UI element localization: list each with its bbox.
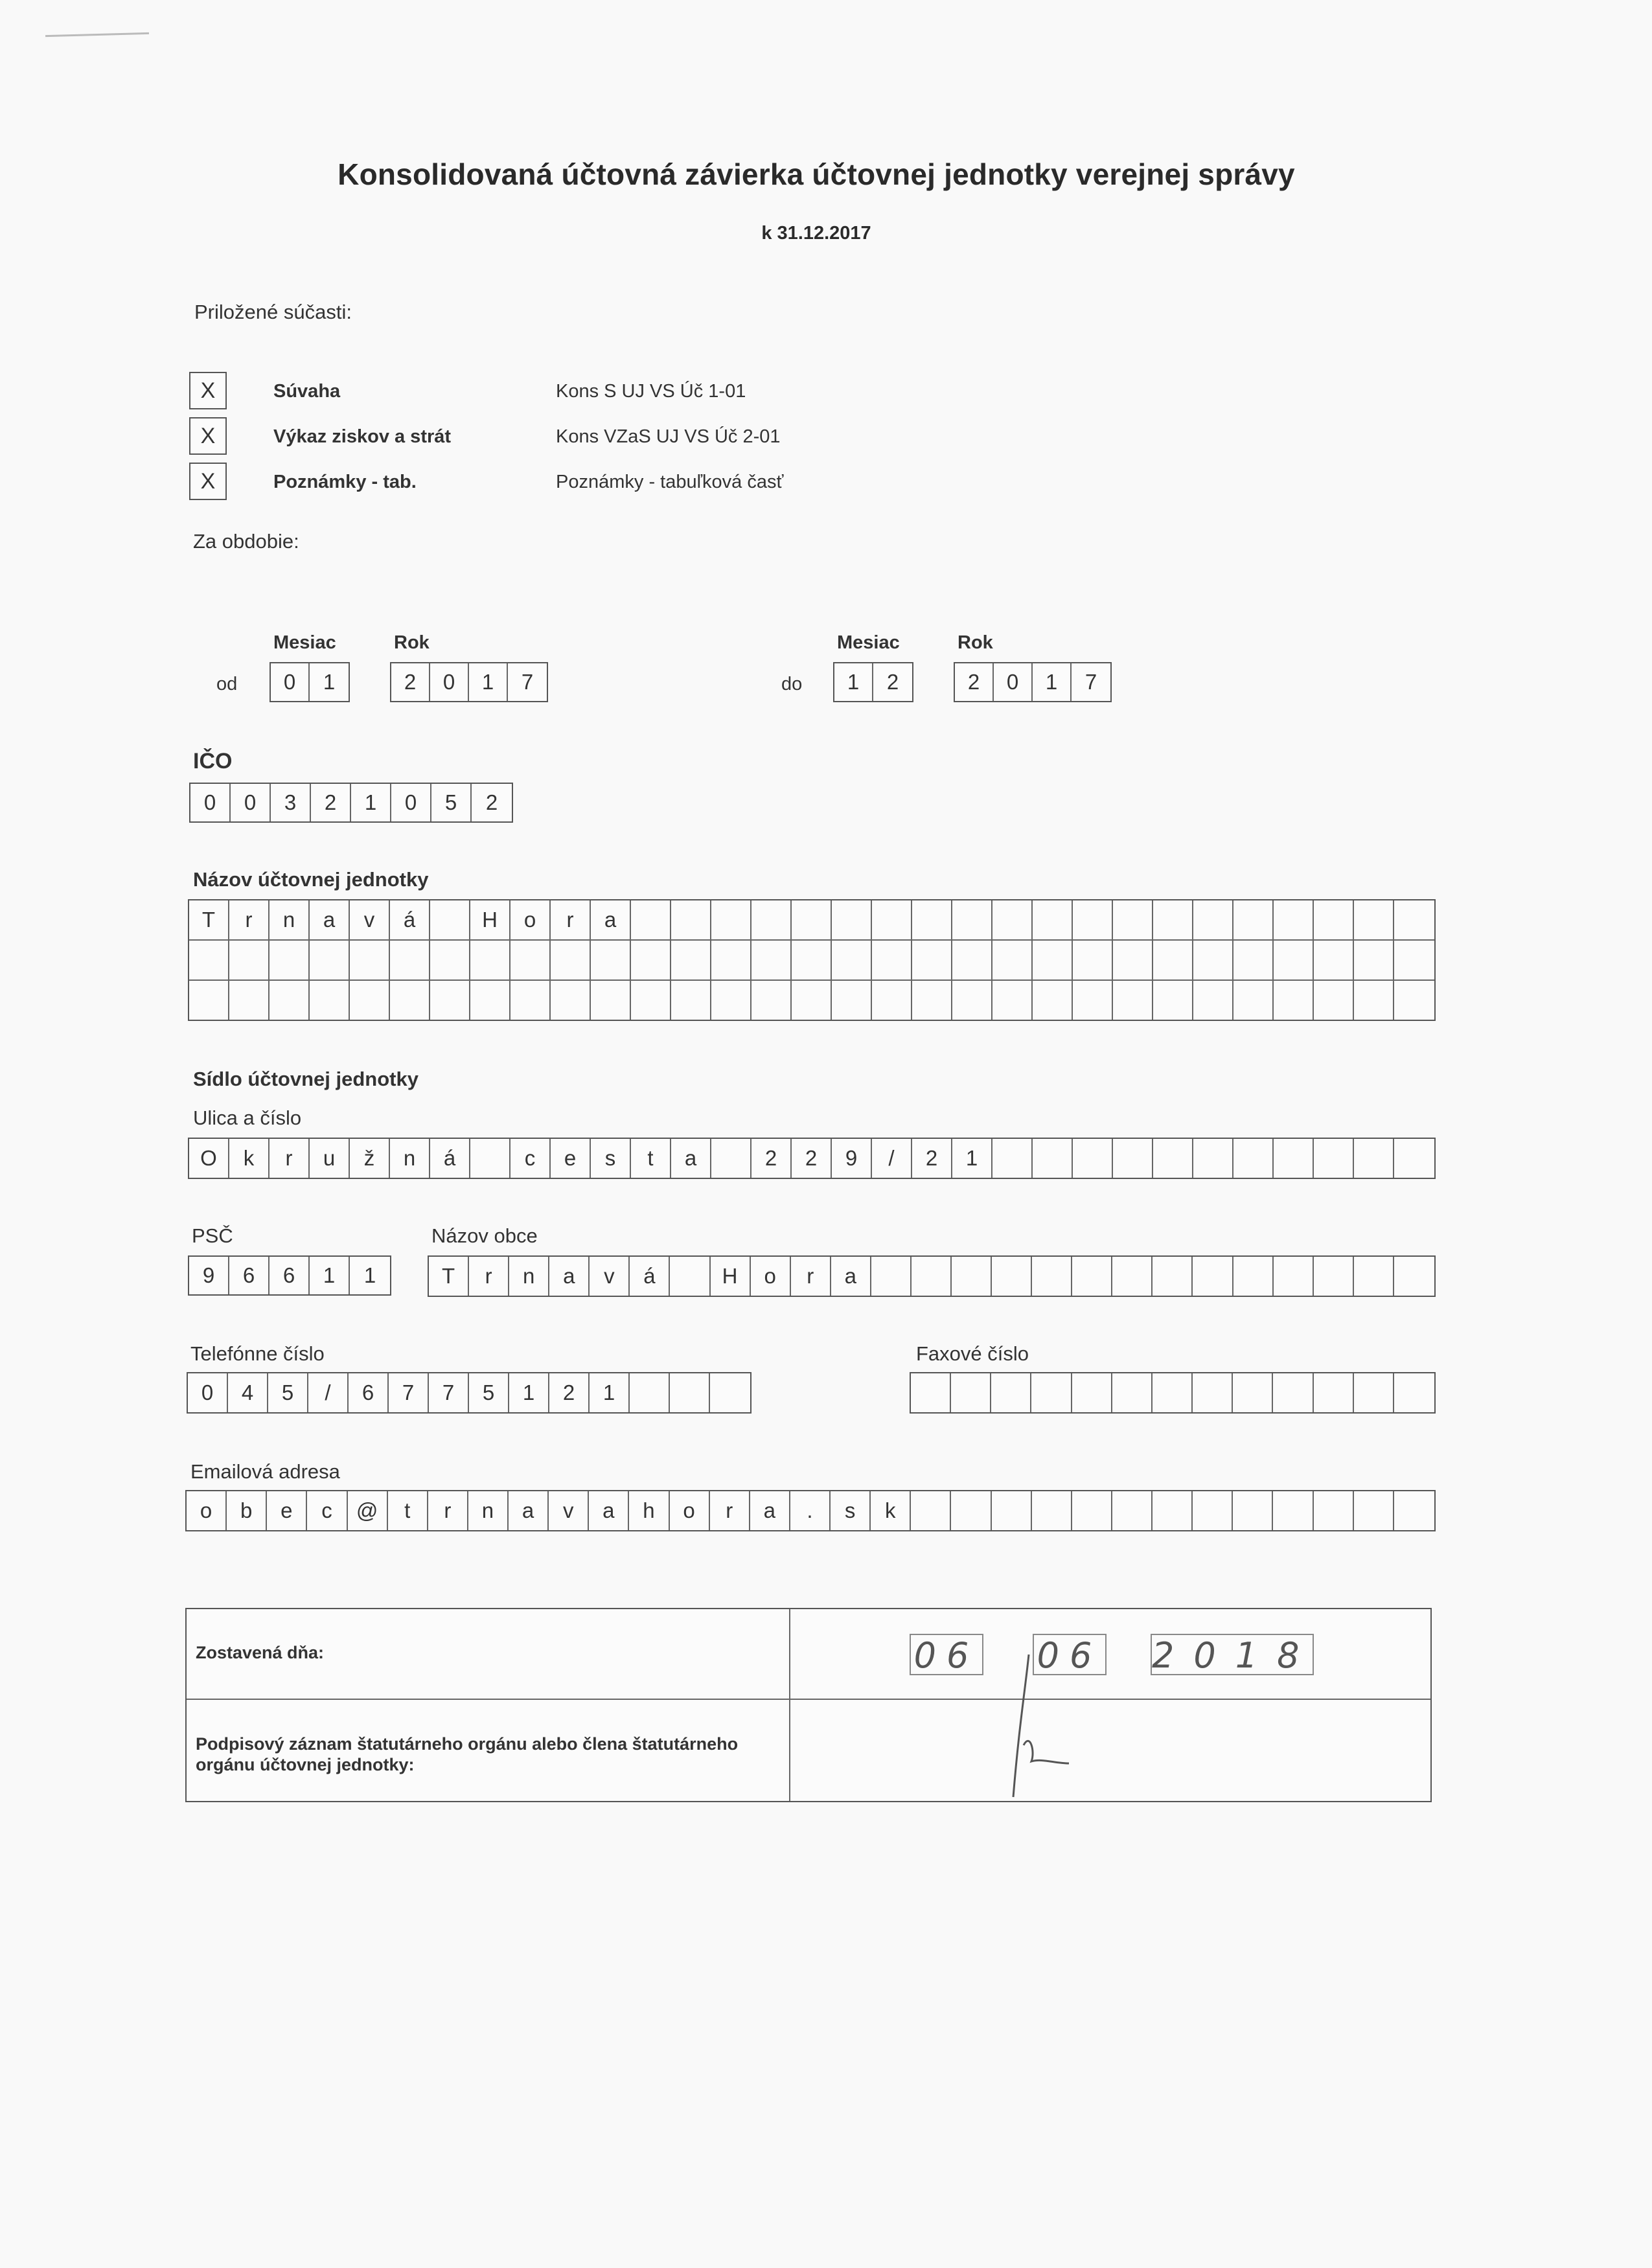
address-heading: Sídlo účtovnej jednotky [193, 1068, 419, 1090]
char-cell [1314, 1373, 1354, 1412]
grid-row [188, 1373, 750, 1412]
char-cell [270, 981, 310, 1020]
handwritten-signature [990, 1648, 1119, 1804]
char-cell: 1 [363, 1263, 376, 1287]
char-cell [992, 1257, 1032, 1296]
char-cell: T [429, 1257, 469, 1296]
char-cell [430, 941, 470, 979]
char-cell [1394, 1373, 1434, 1412]
char-cell [1113, 1139, 1153, 1178]
char-cell [1072, 1257, 1112, 1296]
char-cell: e [551, 1139, 591, 1178]
char-cell [792, 900, 832, 939]
char-cell [951, 1491, 991, 1530]
char-cell [1354, 1257, 1394, 1296]
char-cell [229, 941, 270, 979]
to-month-field[interactable] [833, 662, 913, 702]
char-cell: r [551, 900, 591, 939]
digit-cell: 0 [994, 663, 1033, 701]
ico-label: IČO [193, 749, 233, 773]
char-cell [751, 981, 792, 1020]
divider [789, 1609, 790, 1801]
scan-mark [45, 32, 149, 37]
char-cell [872, 900, 912, 939]
char-cell [711, 900, 751, 939]
char-cell: 7 [429, 1373, 469, 1412]
char-cell [1314, 900, 1354, 939]
char-cell [1073, 1139, 1113, 1178]
char-cell [1113, 900, 1153, 939]
from-month-field[interactable] [270, 662, 350, 702]
char-cell: 2 [311, 784, 351, 821]
char-cell [1233, 1491, 1273, 1530]
char-cell: 2 [485, 790, 498, 814]
char-cell [1314, 941, 1354, 979]
char-cell [871, 1257, 912, 1296]
char-cell [189, 941, 229, 979]
char-cell [470, 941, 511, 979]
char-cell [1394, 1139, 1434, 1178]
char-cell [1073, 981, 1113, 1020]
attachment-row-3 [189, 463, 227, 500]
char-cell: u [310, 1139, 350, 1178]
char-cell [1193, 981, 1233, 1020]
char-cell [430, 900, 470, 939]
to-month-label: Mesiac [837, 632, 900, 653]
digit-cell: 1 [323, 670, 336, 694]
digit-cell: 2 [391, 663, 430, 701]
char-cell: 0 [188, 1373, 228, 1412]
char-cell [270, 941, 310, 979]
attachment-checkbox[interactable]: X [189, 463, 227, 500]
char-cell: / [308, 1373, 349, 1412]
grid-row [911, 1373, 1434, 1412]
document-title: Konsolidovaná účtovná závierka účtovnej jednotky verejnej správy [338, 157, 1295, 191]
char-cell [952, 981, 992, 1020]
char-cell [1314, 1257, 1354, 1296]
char-cell [430, 981, 470, 1020]
char-cell [1153, 1257, 1193, 1296]
handwritten-digit: 2018 [1152, 1635, 1319, 1676]
char-cell [872, 981, 912, 1020]
digit-cell: 7 [521, 670, 534, 694]
char-cell: k [871, 1491, 911, 1530]
digit-cell: 0 [271, 663, 310, 701]
char-cell [711, 941, 751, 979]
char-cell [1354, 981, 1394, 1020]
char-cell [832, 981, 872, 1020]
char-cell: n [509, 1257, 549, 1296]
char-cell: 1 [590, 1373, 630, 1412]
street-field[interactable] [188, 1138, 1436, 1179]
char-cell [350, 981, 390, 1020]
email-label: Emailová adresa [190, 1460, 340, 1483]
char-cell [751, 941, 792, 979]
char-cell [1153, 941, 1193, 979]
char-cell [1354, 1373, 1394, 1412]
char-cell [1274, 941, 1314, 979]
char-cell [1274, 900, 1314, 939]
from-year-field[interactable] [390, 662, 548, 702]
char-cell: v [590, 1257, 630, 1296]
char-cell: 1 [952, 1139, 992, 1178]
compiled-day[interactable] [910, 1634, 983, 1675]
char-cell [912, 941, 952, 979]
email-field[interactable] [185, 1490, 1436, 1531]
phone-label: Telefónne číslo [190, 1342, 325, 1365]
char-cell [1113, 941, 1153, 979]
char-cell: 0 [391, 784, 431, 821]
char-cell: 6 [349, 1373, 389, 1412]
char-cell: t [388, 1491, 428, 1530]
char-cell: @ [348, 1491, 388, 1530]
digit-cell: 2 [955, 663, 994, 701]
char-cell [1193, 1257, 1233, 1296]
char-cell [1233, 1257, 1274, 1296]
compiled-year[interactable] [1151, 1634, 1319, 1676]
char-cell: 5 [268, 1373, 308, 1412]
handwritten-digit: 06 [913, 1635, 980, 1676]
char-cell: 0 [190, 784, 231, 821]
attachments-heading: Priložené súčasti: [194, 301, 352, 323]
char-cell [992, 981, 1033, 1020]
char-cell [1314, 981, 1354, 1020]
char-cell [832, 941, 872, 979]
char-cell [1233, 1373, 1273, 1412]
char-cell [912, 981, 952, 1020]
handwritten-digit: 06 [1037, 1635, 1103, 1676]
to-label: do [781, 674, 803, 694]
char-cell [1153, 1491, 1193, 1530]
char-cell: t [631, 1139, 671, 1178]
digit-cell: 0 [430, 663, 469, 701]
char-cell: s [591, 1139, 631, 1178]
char-cell: a [509, 1491, 549, 1530]
char-cell [511, 981, 551, 1020]
signature-box [185, 1608, 1432, 1802]
char-cell [1354, 1491, 1394, 1530]
char-cell [1274, 1257, 1314, 1296]
document-date: k 31.12.2017 [761, 223, 871, 244]
char-cell: 7 [389, 1373, 429, 1412]
char-cell: 4 [228, 1373, 268, 1412]
char-cell: á [390, 900, 430, 939]
attachment-form: Kons S UJ VS Úč 1-01 [556, 381, 746, 402]
char-cell [671, 981, 711, 1020]
grid-row [189, 900, 1434, 941]
char-cell: . [790, 1491, 831, 1530]
period-heading: Za obdobie: [193, 530, 299, 553]
char-cell [631, 941, 671, 979]
char-cell [310, 981, 350, 1020]
attachment-label: Výkaz ziskov a strát [273, 426, 452, 447]
char-cell [1233, 900, 1274, 939]
char-cell [1274, 981, 1314, 1020]
grid-row [189, 1139, 1434, 1178]
char-cell: 6 [229, 1257, 270, 1294]
char-cell [1112, 1373, 1153, 1412]
char-cell [711, 981, 751, 1020]
char-cell [591, 941, 631, 979]
char-cell: 9 [832, 1139, 872, 1178]
fax-label: Faxové číslo [916, 1342, 1029, 1365]
char-cell: v [350, 900, 390, 939]
char-cell: r [229, 900, 270, 939]
char-cell [1354, 1139, 1394, 1178]
char-cell: o [670, 1491, 710, 1530]
char-cell [792, 981, 832, 1020]
char-cell [1314, 1491, 1354, 1530]
char-cell [992, 1139, 1033, 1178]
digit-cell: 7 [1084, 670, 1097, 694]
char-cell [992, 941, 1033, 979]
char-cell: h [629, 1491, 669, 1530]
char-cell [591, 981, 631, 1020]
char-cell [1112, 1257, 1153, 1296]
char-cell [991, 1373, 1031, 1412]
grid-row [189, 941, 1434, 981]
char-cell [992, 900, 1033, 939]
char-cell [1112, 1491, 1153, 1530]
divider [187, 1699, 1430, 1700]
char-cell: r [270, 1139, 310, 1178]
char-cell [751, 900, 792, 939]
char-cell [952, 900, 992, 939]
char-cell: 2 [549, 1373, 590, 1412]
digit-cell: 1 [1033, 663, 1072, 701]
attachment-form: Poznámky - tabuľková časť [556, 472, 784, 492]
attachment-checkbox[interactable]: X [189, 372, 227, 409]
char-cell [551, 981, 591, 1020]
char-cell [832, 900, 872, 939]
char-cell: 2 [792, 1139, 832, 1178]
char-cell [1233, 981, 1274, 1020]
char-cell [1394, 941, 1434, 979]
char-cell: r [791, 1257, 831, 1296]
char-cell [952, 1257, 992, 1296]
char-cell: á [430, 1139, 470, 1178]
attachment-checkbox[interactable]: X [189, 417, 227, 455]
from-label: od [216, 674, 238, 694]
char-cell: n [468, 1491, 509, 1530]
char-cell: b [227, 1491, 267, 1530]
char-cell [1193, 1139, 1233, 1178]
char-cell: 1 [509, 1373, 549, 1412]
char-cell [511, 941, 551, 979]
char-cell [390, 981, 430, 1020]
char-cell: 5 [431, 784, 472, 821]
char-cell [1354, 900, 1394, 939]
char-cell [1233, 941, 1274, 979]
char-cell [1193, 1373, 1233, 1412]
attachment-label: Súvaha [273, 381, 341, 402]
char-cell: o [751, 1257, 791, 1296]
char-cell [792, 941, 832, 979]
char-cell [1031, 1373, 1072, 1412]
char-cell [1274, 1139, 1314, 1178]
char-cell [470, 1139, 511, 1178]
char-cell [350, 941, 390, 979]
char-cell [310, 941, 350, 979]
char-cell: s [831, 1491, 871, 1530]
char-cell: ž [350, 1139, 390, 1178]
char-cell: 3 [271, 784, 311, 821]
grid-row [429, 1257, 1434, 1296]
char-cell [1073, 900, 1113, 939]
char-cell: 6 [270, 1257, 310, 1294]
char-cell [1273, 1491, 1313, 1530]
char-cell [1072, 1373, 1112, 1412]
char-cell: v [549, 1491, 589, 1530]
town-label: Názov obce [431, 1224, 538, 1247]
char-cell: a [591, 900, 631, 939]
char-cell [1153, 1373, 1193, 1412]
char-cell [952, 941, 992, 979]
char-cell: O [189, 1139, 229, 1178]
char-cell [390, 941, 430, 979]
grid-row [189, 981, 1434, 1020]
char-cell: 2 [912, 1139, 952, 1178]
char-cell [1394, 981, 1434, 1020]
attachment-row-1 [189, 372, 227, 409]
to-year-label: Rok [958, 632, 993, 653]
char-cell [670, 1373, 710, 1412]
char-cell [1153, 900, 1193, 939]
char-cell: 1 [351, 784, 391, 821]
char-cell: c [511, 1139, 551, 1178]
to-year-field[interactable] [954, 662, 1112, 702]
char-cell: 2 [751, 1139, 792, 1178]
char-cell: n [390, 1139, 430, 1178]
char-cell [671, 900, 711, 939]
char-cell [229, 981, 270, 1020]
digit-cell: 2 [886, 670, 899, 694]
char-cell: c [307, 1491, 347, 1530]
attachment-row-2 [189, 417, 227, 455]
char-cell [1394, 1257, 1434, 1296]
char-cell [912, 1257, 952, 1296]
char-cell [1394, 1491, 1434, 1530]
char-cell: a [310, 900, 350, 939]
char-cell: o [511, 900, 551, 939]
char-cell [1233, 1139, 1274, 1178]
char-cell [711, 1139, 751, 1178]
char-cell [1033, 941, 1073, 979]
digit-cell: 1 [469, 663, 508, 701]
digit-cell: 1 [834, 663, 873, 701]
char-cell [951, 1373, 991, 1412]
char-cell: á [630, 1257, 670, 1296]
char-cell: a [589, 1491, 629, 1530]
compiled-date-label: Zostavená dňa: [196, 1643, 325, 1662]
name-field[interactable] [188, 899, 1436, 1021]
char-cell: a [750, 1491, 790, 1530]
char-cell [1193, 1491, 1233, 1530]
char-cell [631, 900, 671, 939]
char-cell [1073, 941, 1113, 979]
char-cell: e [267, 1491, 307, 1530]
char-cell: a [671, 1139, 711, 1178]
char-cell [1032, 1257, 1072, 1296]
char-cell: / [872, 1139, 912, 1178]
street-label: Ulica a číslo [193, 1106, 302, 1129]
char-cell [189, 981, 229, 1020]
from-year-label: Rok [394, 632, 430, 653]
char-cell: r [710, 1491, 750, 1530]
fax-field[interactable] [910, 1372, 1436, 1414]
char-cell [992, 1491, 1032, 1530]
char-cell [1072, 1491, 1112, 1530]
phone-field[interactable] [187, 1372, 751, 1414]
char-cell [1033, 900, 1073, 939]
char-cell: o [187, 1491, 227, 1530]
char-cell [470, 981, 511, 1020]
char-cell [1314, 1139, 1354, 1178]
char-cell [1033, 981, 1073, 1020]
char-cell [1354, 941, 1394, 979]
char-cell [1113, 981, 1153, 1020]
char-cell: k [229, 1139, 270, 1178]
char-cell: T [189, 900, 229, 939]
char-cell [1033, 1139, 1073, 1178]
char-cell [1153, 1139, 1193, 1178]
name-label: Názov účtovnej jednotky [193, 868, 429, 891]
char-cell [1193, 900, 1233, 939]
char-cell: H [711, 1257, 751, 1296]
char-cell [912, 900, 952, 939]
char-cell [630, 1373, 670, 1412]
char-cell: r [428, 1491, 468, 1530]
char-cell [551, 941, 591, 979]
char-cell [911, 1373, 951, 1412]
from-month-label: Mesiac [273, 632, 336, 653]
char-cell [671, 941, 711, 979]
char-cell [911, 1491, 951, 1530]
psc-field[interactable] [188, 1255, 391, 1296]
grid-row [187, 1491, 1434, 1530]
char-cell [872, 941, 912, 979]
char-cell: 5 [469, 1373, 509, 1412]
char-cell: a [549, 1257, 590, 1296]
char-cell: H [470, 900, 511, 939]
attachment-form: Kons VZaS UJ VS Úč 2-01 [556, 426, 781, 447]
town-field[interactable] [428, 1255, 1436, 1297]
ico-field[interactable] [189, 783, 513, 823]
psc-label: PSČ [192, 1224, 233, 1247]
char-cell: 0 [231, 784, 271, 821]
char-cell: a [831, 1257, 871, 1296]
char-cell [1153, 981, 1193, 1020]
char-cell [1032, 1491, 1072, 1530]
char-cell: 9 [189, 1257, 229, 1294]
char-cell: r [469, 1257, 509, 1296]
char-cell: 1 [310, 1257, 350, 1294]
char-cell [1193, 941, 1233, 979]
char-cell [631, 981, 671, 1020]
char-cell [1273, 1373, 1313, 1412]
signature-label: Podpisový záznam štatutárneho orgánu alebo člena štatutárneho orgánu účtovnej jednotky: [196, 1734, 739, 1774]
char-cell: n [270, 900, 310, 939]
attachment-label: Poznámky - tab. [273, 472, 417, 492]
char-cell [670, 1257, 710, 1296]
char-cell [710, 1373, 750, 1412]
char-cell [1394, 900, 1434, 939]
